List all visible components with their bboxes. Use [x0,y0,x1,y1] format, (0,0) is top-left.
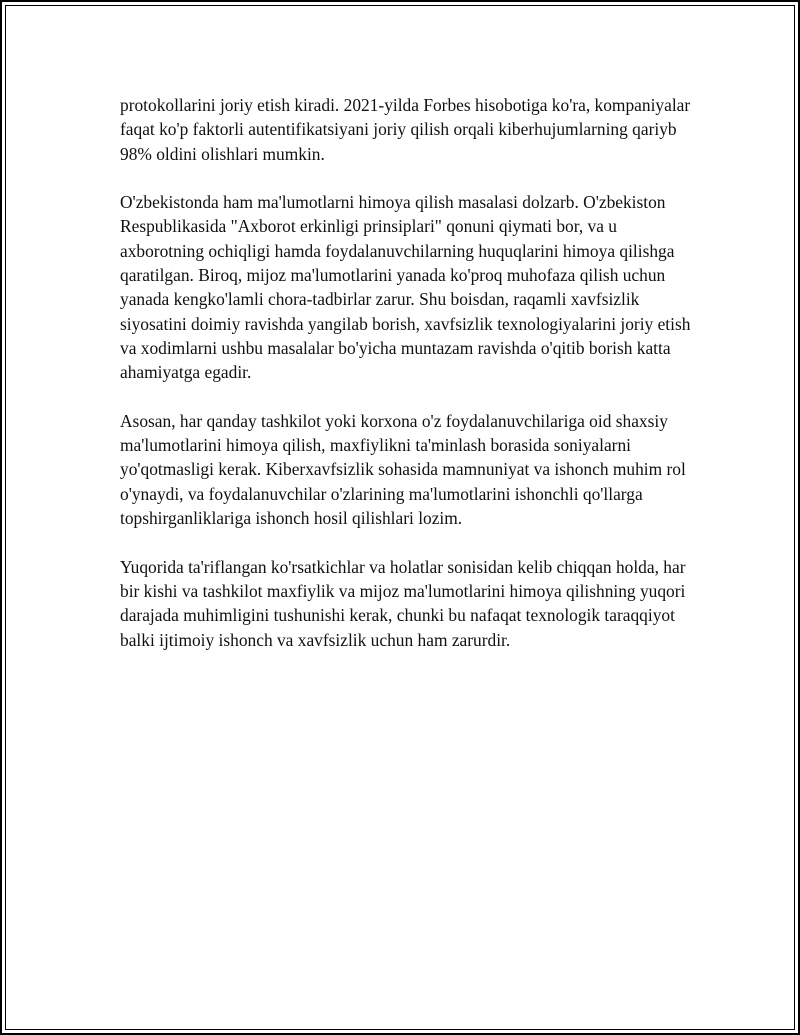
document-body [120,93,692,676]
paragraph-4: Yuqorida ta'riflangan ko'rsatkichlar va holatlar sonisidan kelib chiqqan holda, har bir kishi va tashkilot maxfiylik va mijoz ma'lumotlarini himoya qilishning yuqori darajada muhimligini tushunishi kerak, chunki bu nafaqat texnologik taraqqiyot balki ijtimoiy ishonch va xavfsizlik uchun ham zarurdir. [120,556,686,650]
paragraph-2: O'zbekistonda ham ma'lumotlarni himoya qilish masalasi dolzarb. O'zbekiston Respublikasida "Axborot erkinligi prinsiplari" qonuni qiymati bor, va u axborotning ochiqligi hamda foydalanuvchilarning huquqlarini himoya qilishga qaratilgan. Biroq, mijoz ma'lumotlarini yanada ko'proq muhofaza qilish uchun yanada kengko'lamli chora-tadbirlar zarur. Shu boisdan, raqamli xavfsizlik siyosatini doimiy ravishda yangilab borish, xavfsizlik texnologiyalarini joriy etish va xodimlarni ushbu masalalar bo'yicha muntazam ravishda o'qitib borish katta ahamiyatga egadir. [120,192,691,383]
paragraph-1: protokollarini joriy etish kiradi. 2021-yilda Forbes hisobotiga ko'ra, kompaniyalar faqat ko'p faktorli autentifikatsiyani joriy qilish orqali kiberhujumlarning qariyb 98% oldini olishlari mumkin. [120,95,691,164]
paragraph-3: Asosan, har qanday tashkilot yoki korxona o'z foydalanuvchilariga oid shaxsiy ma'lumotlarini himoya qilish, maxfiylikni ta'minlash borasida soniyalarni yo'qotmasligi kerak. Kiberxavfsizlik sohasida mamnuniyat va ishonch muhim rol o'ynaydi, va foydalanuvchilar o'zlarining ma'lumotlarini ishonchli qo'llarga topshirganliklariga ishonch hosil qilishlari lozim. [120,410,686,529]
